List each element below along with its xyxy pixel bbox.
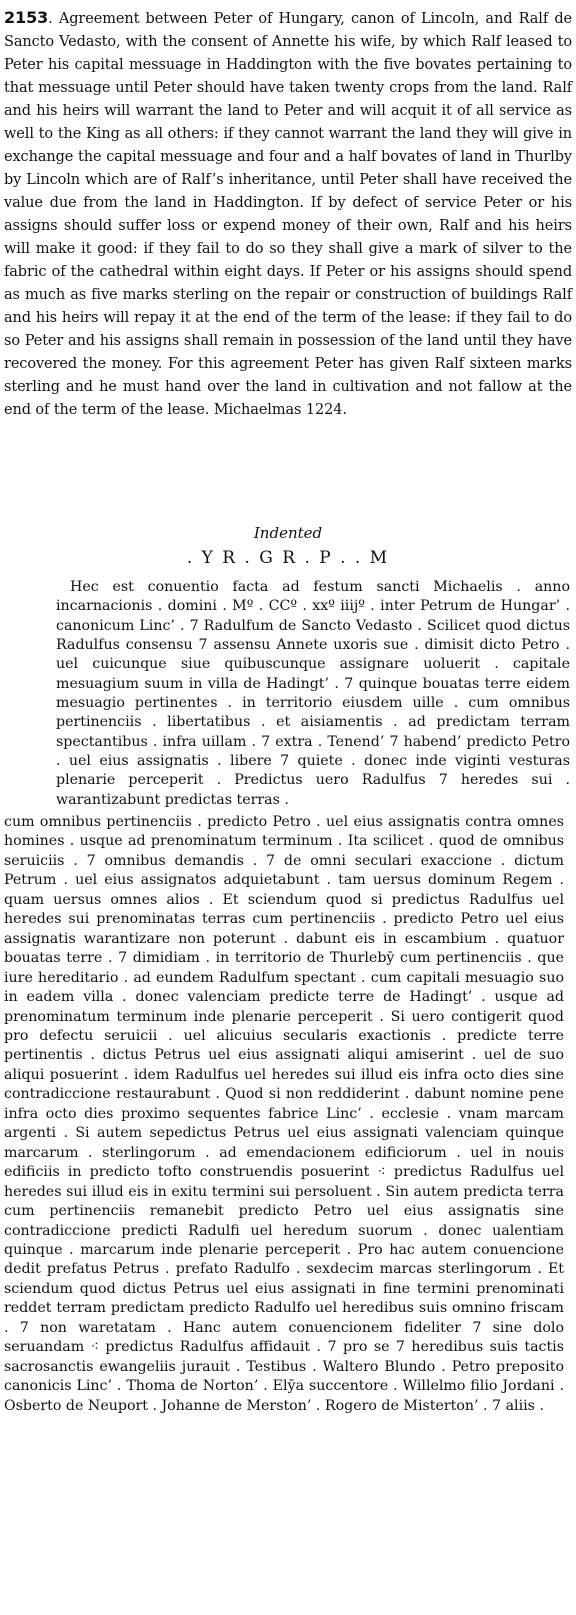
latin-text-full: cum omnibus pertinenciis . predicto Petro . uel eius assignatis contra omnes homines . usque ad prenominatum terminum . Ita scilicet . quod de omnibus seruiciis . 7 omnibus demandis . 7 de omni seculari exaccione . dictum Petrum . uel eius assignatos adquietabunt . tam uersus dominum Regem . quam uersus omnes alios . Et sciendum quod si predictus Radulfus uel heredes sui prenominatas terras cum pertinenciis . predicto Petro uel eius assignatis warantizare non poterunt . dabunt eis in escambium . quatuor bouatas terre . 7 dimidiam . in territorio de Thurlebȳ cum pertinenciis . que iure hereditario . ad eundem Radulfum spectant . cum capitali mesuagio suo in eadem villa . donec valenciam predicte terre de Hadingt’ . usque ad prenominatum terminum inde plenarie perceperit . Si uero contigerit quod pro defectu seruicii . uel alicuius secularis exactionis . predicte terre pertinentis . dictus Petrus uel eius assignati aliqui amiserint . uel de suo aliqui posuerint . idem Radulfus uel heredes sui illud eis infra octo dies sine contradiccione restaurabunt . Quod si non reddiderint . dabunt nomine pene infra octo dies proximo sequentes fabrice Linc’ . ecclesie . vnam marcam argenti . Si autem sepedictus Petrus uel eius assignati valenciam quinque marcarum . sterlingorum . ad emendacionem edificiorum . uel in nouis edificiis in predicto tofto construendis posuerint ⁖ predictus Radulfus uel heredes sui illud eis in exitu termini sui persoluent . Sin autem predicta terra cum pertinenciis remanebit predicto Petro uel eius assignatis sine contradiccione predicti Radulfi uel heredum suorum . donec ualentiam quinque . marcarum inde plenarie perceperit . Pro hac autem conuencione dedit prefatus Petrus . prefato Radulfo . sexdecim marcas sterlingorum . Et sciendum quod dictus Petrus uel eius assignati in fine termini prenominati reddet terram predictam predicto Radulfo uel heredibus suis omnino friscam . 7 non waretatam . Hanc autem conuencionem fideliter 7 sine dolo seruandam ⁖ predictus Radulfus affidauit . 7 pro se 7 heredibus suis tactis sacrosanctis ewangeliis jurauit . Testibus . Waltero Blundo . Petro preposito canonicis Linc’ . Thoma de Norton’ . Elȳa succentore . Willelmo filio Jordani . Osberto de Neuport . Johanne de Merston’ . Rogero de Misterton’ . 7 aliis .	[4, 814, 564, 1414]
entry-number: 2153	[4, 8, 49, 27]
chirograph-letters: . Y R . G R . P . . M	[186, 548, 390, 568]
latin-indented-paragraph: Hec est conuentio facta ad festum sancti Michaelis . anno incarnacionis . domini . Mº . CCº . xxº iiijº . inter Petrum de Hungar’ . canonicum Linc’ . 7 Radulfum de Sancto Vedasto . Scilicet quod dictus Radulfus consensu 7 assensu Annete uxoris sue . dimisit dicto Petro . uel cuicunque siue quibuscunque assignare uoluerit . capitale mesuagium suum in villa de Hadingt’ . 7 quinque bouatas terre eidem mesuagio pertinentes . in territorio eiusdem uille . cum omnibus pertinenciis . libertatibus . et aisiamentis . ad predictam terram spectantibus . infra uillam . 7 extra . Tenend’ 7 habend’ predicto Petro . uel eius assignatis . libere 7 quiete . donec inde viginti vesturas plenarie perceperit . Predictus uero Radulfus 7 heredes sui . warantizabunt predictas terras .	[56, 579, 570, 808]
summary-text: . Agreement between Peter of Hungary, canon of Lincoln, and Ralf de Sancto Vedasto, with the consent of Annette his wife, by which Ralf leased to Peter his capital messuage in Haddington with the five bovates pertaining to that messuage until Peter should have taken twenty crops from the land. Ralf and his heirs will warrant the land to Peter and will acquit it of all service as well to the King as all others: if they cannot warrant the land they will give in exchange the capital messuage and four and a half bovates of land in Thurlby by Lincoln which are of Ralf’s inheritance, until Peter shall have received the value due from the land in Haddington. If by defect of service Peter or his assigns should suffer loss or expend money of their own, Ralf and his heirs will make it good: if they fail to do so they shall give a mark of silver to the fabric of the cathedral within eight days. If Peter or his assigns should spend as much as five marks sterling on the repair or construction of buildings Ralf and his heirs will repay it at the end of the term of the lease: if they fail to do so Peter and his assigns shall remain in possession of the land until they have recovered the money. For this agreement Peter has given Ralf sixteen marks sterling and he must hand over the land in cultivation and not fallow at the end of the term of the lease. Michaelmas 1224.	[4, 11, 572, 418]
entry-summary	[4, 6, 572, 422]
latin-text-indented	[56, 578, 570, 810]
indented-label: Indented	[253, 524, 323, 542]
